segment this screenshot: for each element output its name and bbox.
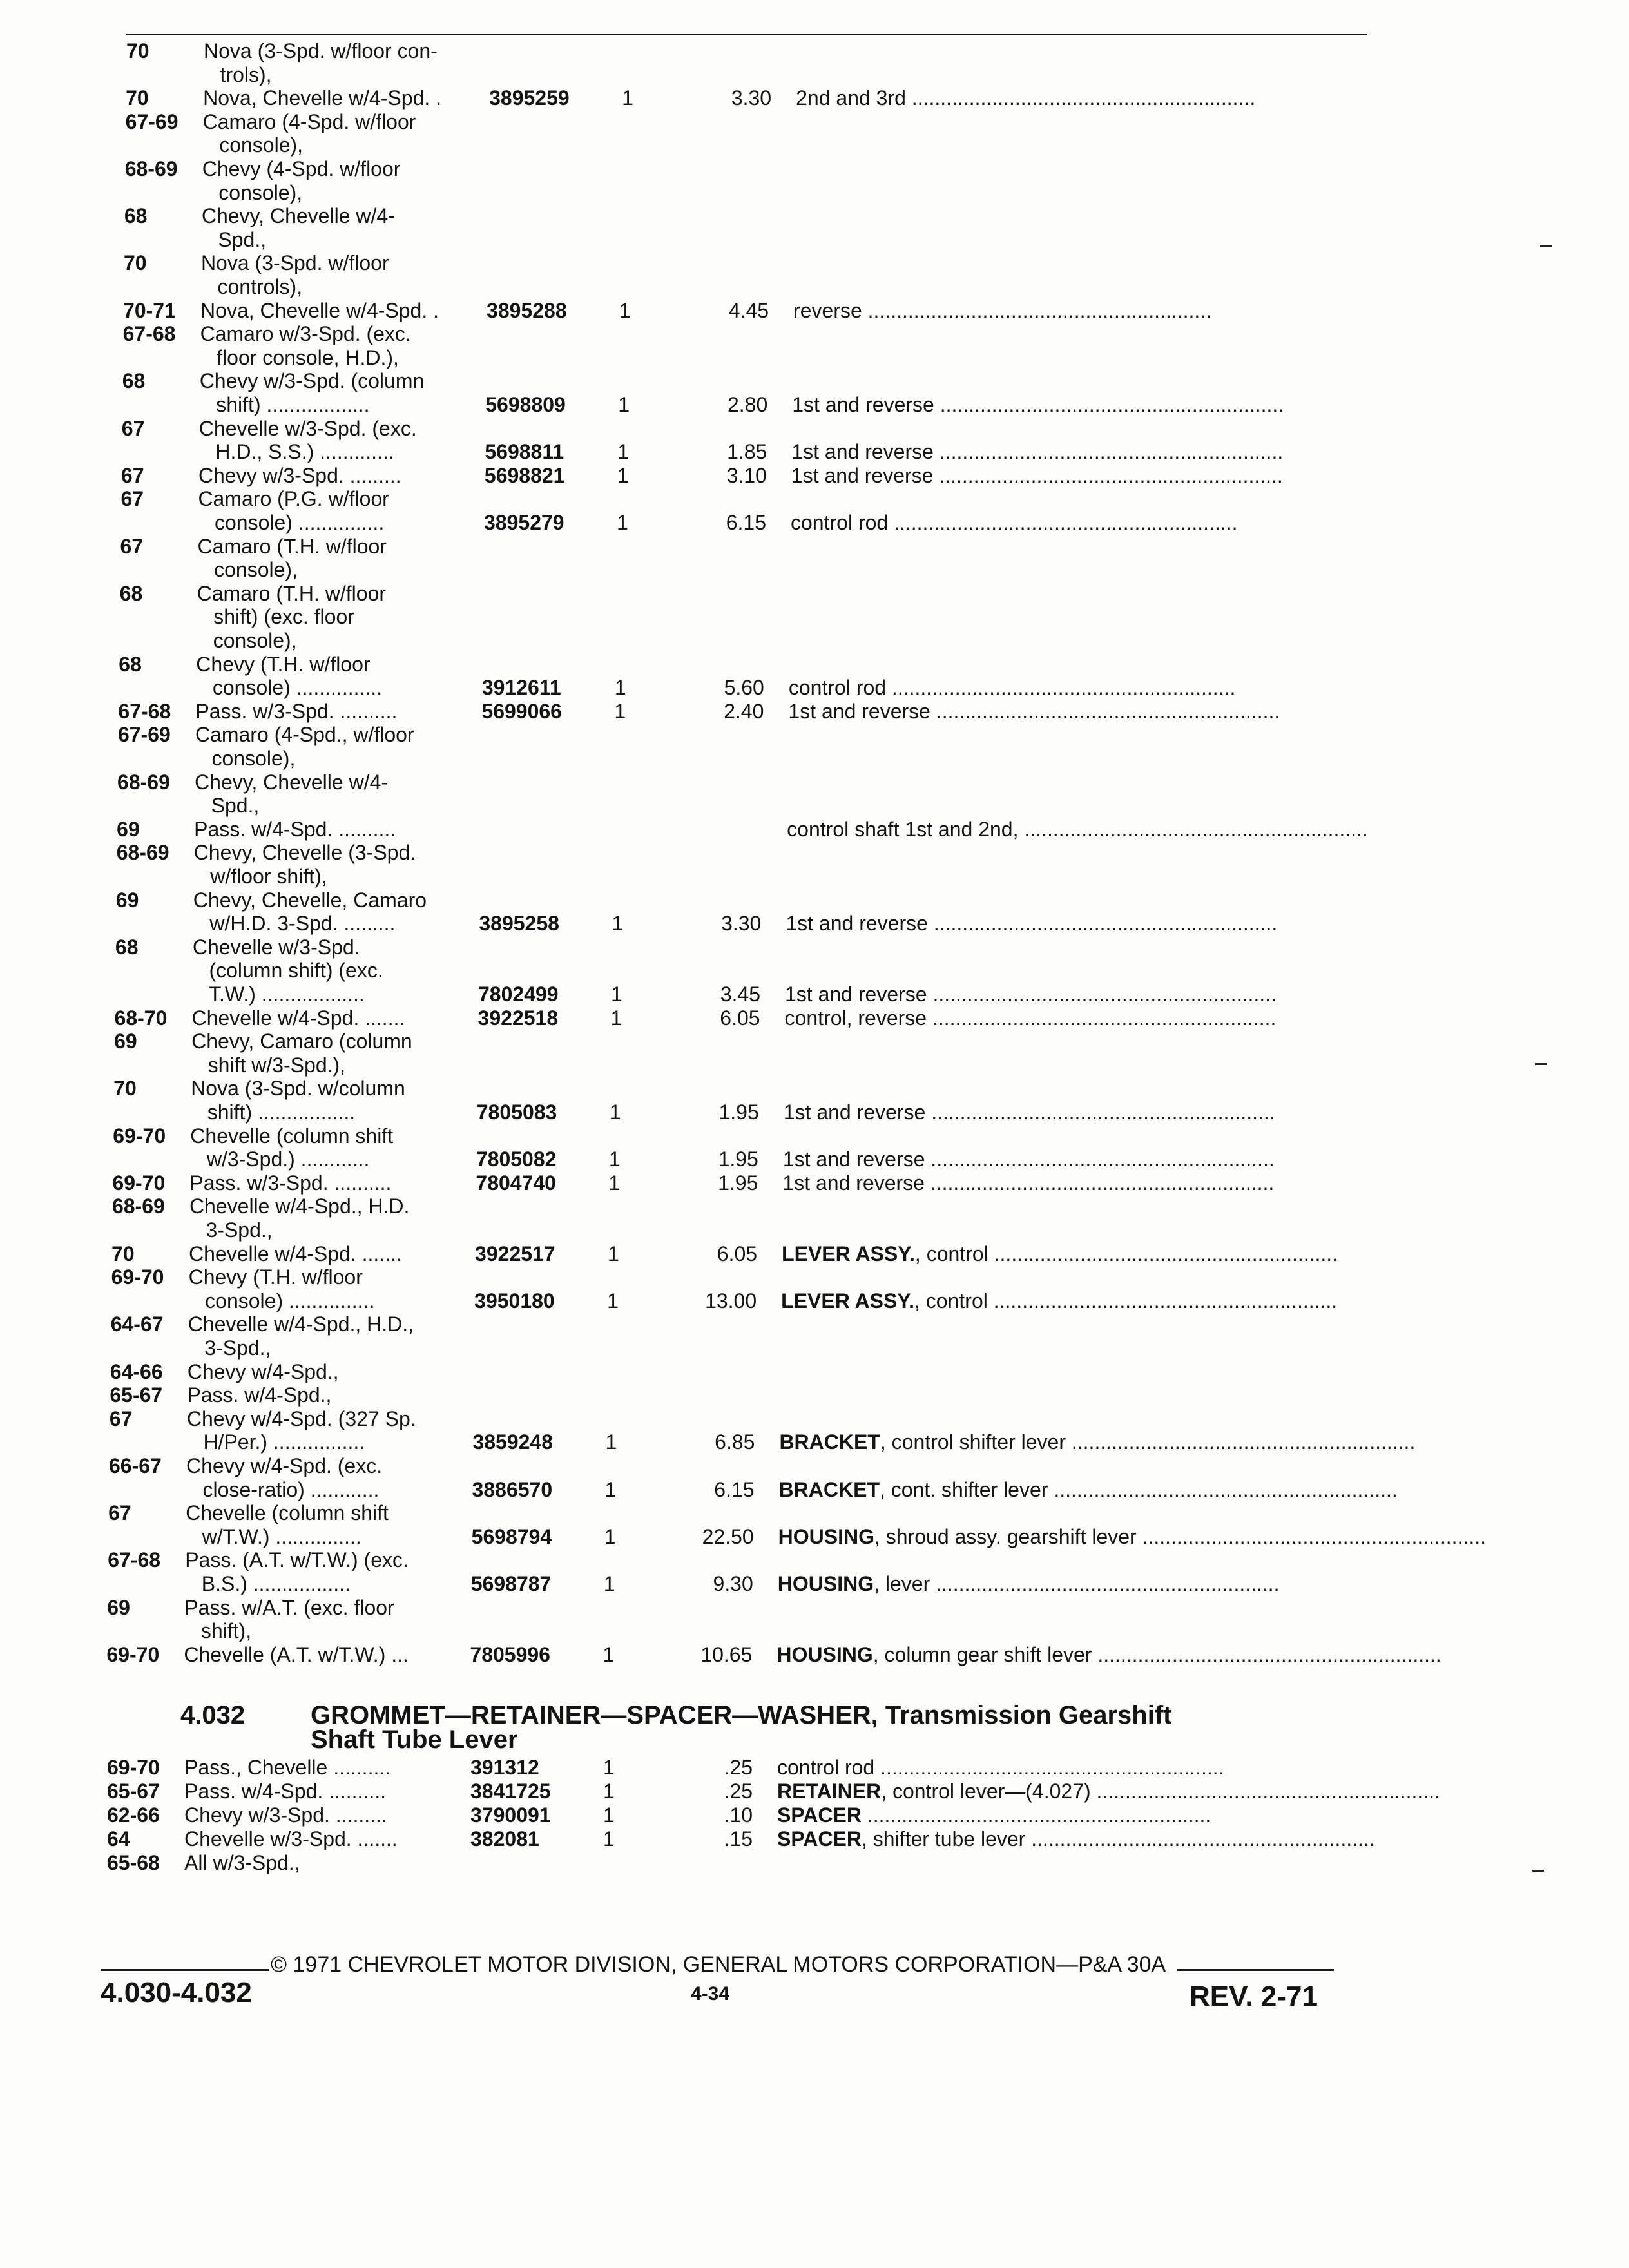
model-description: Spd.,	[211, 794, 260, 818]
part-number: 5698794	[471, 1524, 552, 1548]
model-description: Chevy w/3-Spd. .........	[198, 463, 401, 487]
dot-leader: ............................................................	[930, 699, 1280, 723]
year-range: 69-70	[106, 1642, 160, 1666]
year-range: 67	[121, 416, 145, 440]
model-description: Pass. w/4-Spd. ..........	[184, 1780, 386, 1803]
model-description: H.D., S.S.) .............	[215, 440, 394, 464]
footer-revision: REV. 2-71	[1190, 1981, 1318, 2012]
dot-leader: ............................................................	[925, 1148, 1275, 1171]
dot-leader: ............................................................	[927, 1006, 1277, 1030]
parts-row	[0, 1848, 1629, 1878]
part-application: 1st and reverse	[782, 1171, 925, 1195]
model-description: floor console, H.D.),	[217, 345, 399, 369]
model-description: shift w/3-Spd.),	[207, 1053, 346, 1077]
quantity: 1	[614, 676, 626, 700]
dot-leader: ............................................................	[933, 463, 1283, 487]
year-range: 68	[124, 204, 148, 228]
quantity: 1	[617, 440, 630, 464]
dot-leader: ............................................................	[987, 1289, 1338, 1312]
year-range: 67-68	[108, 1548, 161, 1572]
part-number: 7805082	[476, 1148, 557, 1171]
section-title-line1: GROMMET—RETAINER—SPACER—WASHER, Transmission Gearshift	[311, 1701, 1172, 1729]
dot-leader: ............................................................	[933, 440, 1284, 464]
year-range: 69	[107, 1595, 130, 1619]
model-description: Chevy, Chevelle w/4-	[201, 204, 395, 228]
part-name: LEVER ASSY.	[782, 1242, 915, 1265]
part-application: control shaft 1st and 2nd,	[787, 817, 1019, 841]
part-name: HOUSING	[778, 1524, 874, 1548]
year-range: 70	[126, 39, 149, 62]
footer-rule-left	[101, 1969, 269, 1971]
part-number: 3790091	[470, 1803, 551, 1827]
model-description: Chevy w/4-Spd.,	[187, 1360, 339, 1383]
year-range: 65-67	[110, 1383, 163, 1407]
part-application: 1st and reverse	[786, 912, 928, 936]
dot-leader: ............................................................	[905, 86, 1256, 110]
part-name: BRACKET	[779, 1430, 880, 1454]
price: 9.30	[713, 1572, 753, 1595]
model-description: Chevelle w/4-Spd. .......	[191, 1006, 405, 1030]
part-number: 391312	[470, 1756, 539, 1779]
part-number: 3841725	[470, 1780, 551, 1803]
part-application: 1st and reverse	[791, 463, 934, 487]
part-application: 1st and reverse	[783, 1100, 926, 1124]
model-description: Chevy, Camaro (column	[191, 1030, 412, 1053]
part-number: 3912611	[481, 676, 561, 700]
model-description: Spd.,	[218, 227, 267, 251]
year-range: 64	[107, 1827, 130, 1850]
part-application: 1st and reverse	[788, 699, 930, 723]
dot-leader: ............................................................	[1065, 1430, 1416, 1454]
part-number: 5698811	[485, 440, 564, 464]
year-range: 67-68	[118, 699, 171, 723]
model-description: Nova (3-Spd. w/floor	[200, 251, 389, 275]
model-description: w/T.W.) ...............	[202, 1524, 361, 1548]
dot-leader: ............................................................	[1048, 1477, 1398, 1501]
price: .15	[724, 1827, 753, 1850]
part-application: , cont. shifter lever	[879, 1477, 1048, 1501]
price: 4.45	[728, 298, 769, 322]
part-name: HOUSING	[777, 1572, 874, 1595]
part-number: 3895259	[489, 86, 570, 110]
price: 13.00	[705, 1289, 757, 1312]
model-description: All w/3-Spd.,	[184, 1851, 300, 1874]
model-description: w/3-Spd.) ............	[206, 1148, 370, 1171]
model-description: Pass. w/3-Spd. ..........	[195, 699, 398, 723]
dot-leader: ............................................................	[862, 298, 1212, 322]
year-range: 70	[126, 86, 149, 110]
year-range: 67	[120, 487, 144, 511]
part-name: BRACKET	[778, 1477, 880, 1501]
quantity: 1	[608, 1171, 621, 1195]
part-number: 3950180	[474, 1289, 555, 1312]
year-range: 65-67	[107, 1780, 160, 1803]
part-number: 5698809	[485, 393, 566, 416]
dot-leader: ............................................................	[927, 983, 1277, 1006]
part-application: , control lever—(4.027)	[881, 1780, 1091, 1803]
model-description: Chevy w/3-Spd. (column	[199, 369, 425, 393]
model-description: Chevy, Chevelle (3-Spd.	[193, 841, 416, 865]
quantity: 1	[607, 1289, 619, 1312]
year-range: 69-70	[111, 1265, 164, 1289]
year-range: 68	[119, 652, 142, 676]
part-application: , column gear shift lever	[872, 1642, 1092, 1666]
price: 6.05	[717, 1242, 758, 1265]
footer-page-number: 4-34	[691, 1983, 730, 2004]
model-description: B.S.) .................	[201, 1572, 351, 1595]
model-description: Chevelle w/3-Spd. .......	[184, 1827, 398, 1850]
model-description: Chevy (T.H. w/floor	[196, 652, 371, 676]
year-range: 62-66	[107, 1803, 160, 1827]
dot-leader: ............................................................	[1090, 1780, 1440, 1803]
model-description: Camaro (T.H. w/floor	[197, 581, 387, 605]
model-description: console) ...............	[215, 511, 385, 534]
year-range: 67	[120, 463, 144, 487]
price: 3.10	[726, 463, 767, 487]
quantity: 1	[603, 1827, 615, 1850]
year-range: 69-70	[107, 1756, 160, 1779]
model-description: Camaro w/3-Spd. (exc.	[200, 322, 411, 346]
part-number: 3859248	[472, 1430, 554, 1454]
model-description: Chevelle w/4-Spd., H.D.,	[188, 1312, 414, 1336]
part-application: , lever	[874, 1572, 930, 1595]
part-application: control rod	[791, 511, 889, 534]
model-description: Camaro (P.G. w/floor	[198, 487, 389, 511]
dot-leader: ............................................................	[1025, 1827, 1375, 1850]
model-description: console) ...............	[205, 1289, 375, 1312]
year-range: 68-69	[117, 770, 170, 794]
price: 3.45	[720, 983, 760, 1006]
model-description: Nova, Chevelle w/4-Spd. .	[200, 298, 439, 322]
year-range: 69	[114, 1030, 137, 1053]
model-description: T.W.) ..................	[209, 983, 365, 1006]
model-description: Pass. w/4-Spd. ..........	[194, 817, 396, 841]
part-name: HOUSING	[776, 1642, 873, 1666]
year-range: 68-70	[114, 1006, 168, 1030]
model-description: console),	[213, 629, 297, 652]
part-application: control rod	[777, 1756, 875, 1779]
part-number: 5698821	[484, 463, 565, 487]
quantity: 1	[609, 1100, 621, 1124]
model-description: Pass. w/3-Spd. ..........	[189, 1171, 392, 1195]
year-range: 65-68	[107, 1851, 160, 1874]
model-description: Camaro (T.H. w/floor	[197, 534, 387, 558]
part-application: , shifter tube lever	[861, 1827, 1026, 1850]
model-description: Pass. w/4-Spd.,	[187, 1383, 332, 1407]
part-number: 382081	[470, 1827, 539, 1850]
model-description: shift),	[200, 1619, 252, 1643]
part-number: 3886570	[472, 1477, 553, 1501]
year-range: 68-69	[124, 157, 178, 180]
quantity: 1	[614, 699, 626, 723]
model-description: Pass. (A.T. w/T.W.) (exc.	[185, 1548, 409, 1572]
year-range: 68	[122, 369, 146, 393]
dot-leader: ............................................................	[927, 912, 1278, 936]
model-description: Chevelle (column shift	[186, 1501, 389, 1525]
dot-leader: ............................................................	[925, 1100, 1275, 1124]
parts-row	[0, 1640, 1629, 1669]
model-description: shift) ..................	[216, 393, 370, 416]
year-range: 69	[117, 817, 140, 841]
scan-mark	[1532, 1870, 1544, 1872]
model-description: Chevelle w/4-Spd., H.D.	[189, 1195, 410, 1218]
quantity: 1	[603, 1803, 615, 1827]
section-title-line2: Shaft Tube Lever	[311, 1725, 518, 1754]
price: 1.95	[718, 1148, 758, 1171]
quantity: 1	[605, 1430, 617, 1454]
part-description	[776, 1640, 1441, 1669]
price: 22.50	[702, 1524, 754, 1548]
model-description: close-ratio) ............	[202, 1477, 380, 1501]
part-number: 7802499	[478, 983, 559, 1006]
year-range: 64-66	[110, 1360, 163, 1383]
model-description: w/floor shift),	[210, 865, 327, 888]
year-range: 67-68	[122, 322, 176, 346]
quantity: 1	[608, 1242, 619, 1265]
model-description: console),	[218, 180, 303, 204]
price: .25	[724, 1756, 753, 1779]
part-application: 1st and reverse	[785, 983, 927, 1006]
top-rule	[126, 34, 1367, 35]
part-number: 5698787	[470, 1572, 552, 1595]
model-description: Nova (3-Spd. w/column	[191, 1077, 405, 1100]
quantity: 1	[603, 1780, 615, 1803]
part-application: control, reverse	[784, 1006, 927, 1030]
quantity: 1	[619, 298, 631, 322]
quantity: 1	[603, 1756, 615, 1779]
model-description: Nova (3-Spd. w/floor con-	[204, 39, 438, 62]
model-description: Pass. w/A.T. (exc. floor	[184, 1595, 394, 1619]
part-number: 3922517	[475, 1242, 555, 1265]
model-description: trols),	[220, 62, 272, 86]
model-description: console) ...............	[212, 676, 383, 700]
model-description: console),	[211, 747, 296, 770]
price: 1.95	[718, 1171, 758, 1195]
year-range: 70	[113, 1077, 137, 1100]
price: 2.40	[724, 699, 764, 723]
part-name: SPACER	[777, 1803, 862, 1827]
year-range: 70-71	[123, 298, 176, 322]
dot-leader: ............................................................	[930, 1572, 1280, 1595]
year-range: 68	[115, 935, 139, 959]
price: .25	[724, 1780, 753, 1803]
part-name: LEVER ASSY.	[781, 1289, 915, 1312]
scan-mark	[1540, 245, 1552, 247]
dot-leader: ............................................................	[1136, 1524, 1487, 1548]
part-application: 1st and reverse	[791, 440, 934, 464]
part-number: 3922518	[477, 1006, 559, 1030]
model-description: Chevelle (column shift	[190, 1124, 394, 1148]
model-description: 3-Spd.,	[204, 1336, 271, 1360]
price: 1.85	[727, 440, 767, 464]
year-range: 67	[109, 1407, 133, 1430]
dot-leader: ............................................................	[874, 1756, 1224, 1779]
part-application: , control	[914, 1242, 988, 1265]
model-description: H/Per.) ................	[203, 1430, 365, 1454]
model-description: Chevy w/4-Spd. (327 Sp.	[186, 1407, 416, 1430]
price: 3.30	[731, 86, 772, 110]
quantity: 1	[611, 983, 622, 1006]
quantity: 1	[612, 912, 624, 936]
model-description: Chevelle w/4-Spd. .......	[189, 1242, 402, 1265]
dot-leader: ............................................................	[886, 676, 1236, 700]
part-number: 3895279	[484, 511, 564, 534]
part-name: SPACER	[777, 1827, 862, 1850]
year-range: 64-67	[110, 1312, 164, 1336]
year-range: 70	[111, 1242, 135, 1265]
price: 6.15	[726, 511, 766, 534]
model-description: Nova, Chevelle w/4-Spd. .	[203, 86, 442, 110]
part-number: 5699066	[481, 699, 562, 723]
price: 6.05	[720, 1006, 760, 1030]
model-description: w/H.D. 3-Spd. .........	[209, 912, 396, 936]
footer-rule-right	[1177, 1969, 1334, 1971]
footer-copyright: © 1971 CHEVROLET MOTOR DIVISION, GENERAL MOTORS CORPORATION—P&A 30A	[271, 1952, 1166, 1977]
footer-section-range: 4.030-4.032	[101, 1977, 252, 2008]
model-description: Chevy, Chevelle w/4-	[195, 770, 389, 794]
year-range: 67-69	[117, 723, 171, 747]
model-description: Chevy (4-Spd. w/floor	[202, 157, 401, 180]
model-description: shift) .................	[207, 1100, 356, 1124]
part-number: 3895288	[487, 298, 567, 322]
part-number: 7805996	[470, 1642, 550, 1666]
model-description: Chevy w/3-Spd. .........	[184, 1803, 387, 1827]
quantity: 1	[603, 1572, 615, 1595]
dot-leader: ............................................................	[924, 1171, 1275, 1195]
quantity: 1	[617, 511, 628, 534]
model-description: console),	[214, 558, 298, 582]
dot-leader: ............................................................	[1018, 817, 1368, 841]
model-description: Camaro (4-Spd., w/floor	[195, 723, 414, 747]
model-description: Chevelle (A.T. w/T.W.) ...	[184, 1642, 409, 1666]
model-description: Camaro (4-Spd. w/floor	[202, 110, 416, 133]
quantity: 1	[604, 1524, 616, 1548]
part-application: 1st and reverse	[792, 393, 934, 416]
dot-leader: ............................................................	[1092, 1642, 1441, 1666]
price: .10	[724, 1803, 753, 1827]
part-number: 7805083	[476, 1100, 557, 1124]
part-application: , control	[914, 1289, 988, 1312]
part-application: 1st and reverse	[782, 1148, 925, 1171]
part-application: 2nd and 3rd	[796, 86, 906, 110]
year-range: 67	[108, 1501, 131, 1525]
part-number: 7804740	[476, 1171, 556, 1195]
model-description: (column shift) (exc.	[209, 959, 383, 983]
model-description: Pass., Chevelle ..........	[184, 1756, 391, 1779]
section-number: 4.032	[180, 1701, 246, 1729]
year-range: 68-69	[116, 841, 169, 865]
quantity: 1	[604, 1477, 617, 1501]
year-range: 66-67	[109, 1454, 162, 1477]
model-description: Chevy, Chevelle, Camaro	[193, 888, 427, 912]
price: 2.80	[727, 393, 768, 416]
dot-leader: ............................................................	[888, 511, 1238, 534]
model-description: 3-Spd.,	[206, 1218, 273, 1242]
year-range: 69-70	[112, 1171, 166, 1195]
price: 10.65	[700, 1642, 753, 1666]
price: 6.85	[715, 1430, 755, 1454]
year-range: 69	[115, 888, 139, 912]
year-range: 69-70	[113, 1124, 166, 1148]
year-range: 67	[120, 534, 144, 558]
part-application: reverse	[793, 298, 862, 322]
year-range: 68-69	[111, 1195, 165, 1218]
quantity: 1	[602, 1642, 615, 1666]
quantity: 1	[622, 86, 633, 110]
model-description: shift) (exc. floor	[213, 605, 354, 629]
part-application: , control shifter lever	[880, 1430, 1066, 1454]
price: 5.60	[724, 676, 764, 700]
quantity: 1	[617, 463, 629, 487]
scan-mark	[1535, 1063, 1547, 1065]
model-description: console),	[219, 133, 304, 157]
price: 3.30	[721, 912, 762, 936]
part-application: , shroud assy. gearshift lever	[874, 1524, 1137, 1548]
price: 6.15	[714, 1477, 755, 1501]
dot-leader: ............................................................	[861, 1803, 1211, 1827]
model-description: Chevy (T.H. w/floor	[188, 1265, 363, 1289]
model-description: Chevy w/4-Spd. (exc.	[186, 1454, 383, 1477]
dot-leader: ............................................................	[934, 393, 1284, 416]
year-range: 67-69	[125, 110, 178, 133]
quantity: 1	[608, 1148, 621, 1171]
model-description: controls),	[217, 275, 303, 298]
part-application: control rod	[788, 676, 887, 700]
price: 1.95	[718, 1100, 759, 1124]
year-range: 70	[123, 251, 147, 275]
dot-leader: ............................................................	[988, 1242, 1338, 1265]
quantity: 1	[618, 393, 630, 416]
year-range: 68	[119, 581, 143, 605]
part-number: 3895258	[479, 912, 559, 936]
model-description: Chevelle w/3-Spd.	[192, 935, 360, 959]
model-description: Chevelle w/3-Spd. (exc.	[198, 416, 417, 440]
quantity: 1	[610, 1006, 622, 1030]
part-name: RETAINER	[777, 1780, 882, 1803]
